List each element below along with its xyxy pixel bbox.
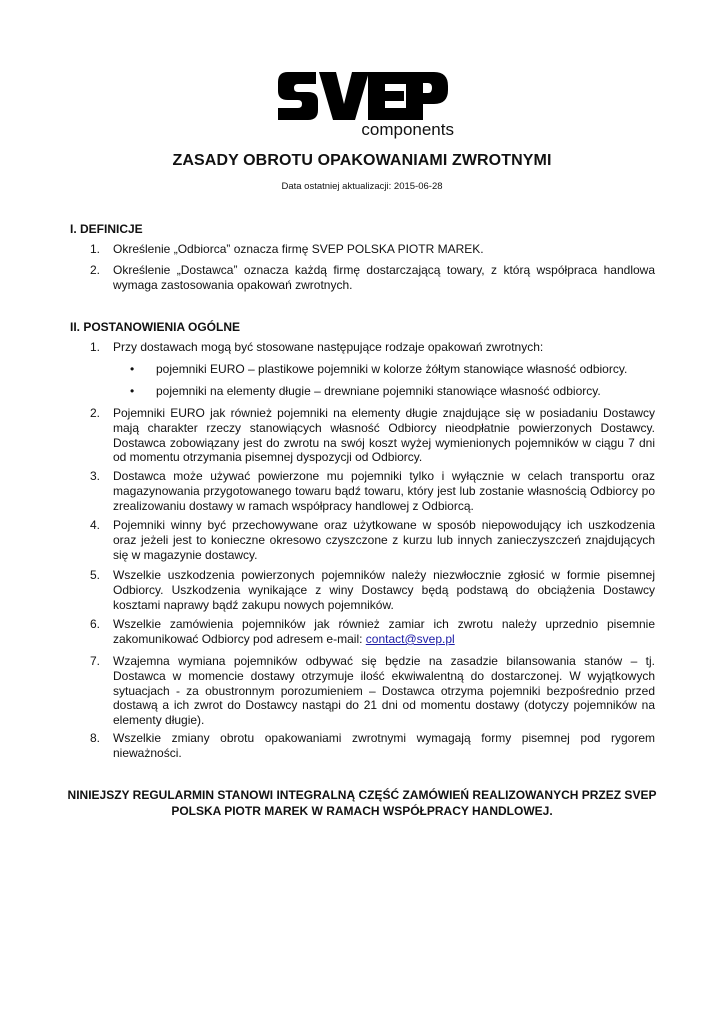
item-text: Wzajemna wymiana pojemników odbywać się będzie na zasadzie bilansowania stanów – tj. Dostawca w momencie dostawy otrzymuje ilość ekwiwalentną do dostarczonej. W wyjątkowych sytuacjach - za obustronnym porozumieniem – Dostawca otrzyma pojemniki bezpośrednio przed dostawą a ich zwrot do Dostawcy nastąpi do 21 dni od momentu dostawy (dotyczy pojemników na elementy długie). xyxy=(113,654,655,728)
item-text: Pojemniki EURO jak również pojemniki na elementy długie znajdujące się w posiadaniu Dostawcy mają charakter rzeczy stanowiących własność Odbiorcy nieodpłatnie powierzonych Dostawcy. Dostawca zobowiązany jest do zwrotu na swój koszt wyżej wymienionych pojemników w ciągu 7 dni od momentu otrzymania pisemnej dyspozycji od Odbiorcy. xyxy=(113,406,655,465)
bullet-item xyxy=(130,362,655,377)
bullet-text: pojemniki EURO – plastikowe pojemniki w kolorze żółtym stanowiące własność odbiorcy. xyxy=(156,362,628,376)
item-text: Określenie „Dostawca” oznacza każdą firmę dostarczającą towary, z którą współpraca handlowa wymaga zastosowania opakowań zwrotnych. xyxy=(113,263,655,292)
item-number: 1. xyxy=(90,340,101,354)
item-text: Określenie „Odbiorca” oznacza firmę SVEP POLSKA PIOTR MAREK. xyxy=(113,242,484,256)
definition-item xyxy=(70,242,655,257)
item-text: Wszelkie uszkodzenia powierzonych pojemników należy niezwłocznie zgłosić w formie pisemnej Odbiorcy. Uszkodzenia wynikające z winy Dostawcy będą podstawą do obciążenia Dostawcy kosztami naprawy bądź zakupu nowych pojemników. xyxy=(113,568,655,612)
provision-item xyxy=(70,617,655,647)
item-number: 6. xyxy=(90,617,101,631)
provision-item xyxy=(70,518,655,562)
provision-item xyxy=(70,469,655,513)
item-text: Przy dostawach mogą być stosowane następujące rodzaje opakowań zwrotnych: xyxy=(113,340,544,354)
item-text: Wszelkie zmiany obrotu opakowaniami zwrotnymi wymagają formy pisemnej pod rygorem nieważności. xyxy=(113,731,655,760)
provision-item xyxy=(70,654,655,728)
provision-item xyxy=(70,568,655,612)
email-link[interactable]: contact@svep.pl xyxy=(365,631,455,646)
item-text-body: Wszelkie zamówienia pojemników jak również zamiar ich zwrotu należy uprzednio pisemnie zakomunikować Odbiorcy pod adresem e-mail: xyxy=(113,617,655,646)
provision-item xyxy=(70,731,655,761)
regulation-footer-note: NINIEJSZY REGULARMIN STANOWI INTEGRALNĄ CZĘŚĆ ZAMÓWIEŃ REALIZOWANYCH PRZEZ SVEP POLSKA PIOTR MAREK W RAMACH WSPÓŁPRACY HANDLOWEJ. xyxy=(67,788,657,818)
bullet-item xyxy=(130,384,655,399)
bullet-dot: • xyxy=(130,384,135,398)
provision-item xyxy=(70,406,655,465)
section-heading-definitions: I. DEFINICJE xyxy=(70,222,143,236)
item-text xyxy=(113,617,655,647)
definition-item xyxy=(70,263,655,293)
section-heading-general-provisions: II. POSTANOWIENIA OGÓLNE xyxy=(70,320,241,334)
item-number: 2. xyxy=(90,406,101,420)
bullet-dot: • xyxy=(130,362,135,376)
last-updated-date: Data ostatniej aktualizacji: 2015-06-28 xyxy=(281,181,443,192)
logo-tagline: components xyxy=(361,120,454,139)
item-text: Dostawca może używać powierzone mu pojemniki tylko i wyłącznie w celach transportu oraz magazynowania przygotowanego towaru bądź towaru, który jest lub zostanie własnością Odbiorcy po zrealizowaniu dostawy w ramach współpracy handlowej z Odbiorcą. xyxy=(113,469,655,513)
item-number: 4. xyxy=(90,518,101,532)
document-title: ZASADY OBROTU OPAKOWANIAMI ZWROTNYMI xyxy=(172,152,552,169)
bullet-text: pojemniki na elementy długie – drewniane pojemniki stanowiące własność odbiorcy. xyxy=(156,384,601,398)
svep-logo xyxy=(276,64,456,140)
item-number: 1. xyxy=(90,242,101,256)
item-number: 7. xyxy=(90,654,101,668)
svep-logo-graphic xyxy=(276,64,456,140)
item-text: Pojemniki winny być przechowywane oraz użytkowane w sposób niepowodujący ich uszkodzenia oraz jeżeli jest to konieczne okresowo czyszczone z kurzu lub innych zanieczyszczeń znajdujących się w magazynie dostawcy. xyxy=(113,518,655,562)
item-number: 2. xyxy=(90,263,101,277)
item-number: 8. xyxy=(90,731,101,745)
item-number: 3. xyxy=(90,469,101,483)
item-number: 5. xyxy=(90,568,101,582)
provision-item xyxy=(70,340,655,355)
